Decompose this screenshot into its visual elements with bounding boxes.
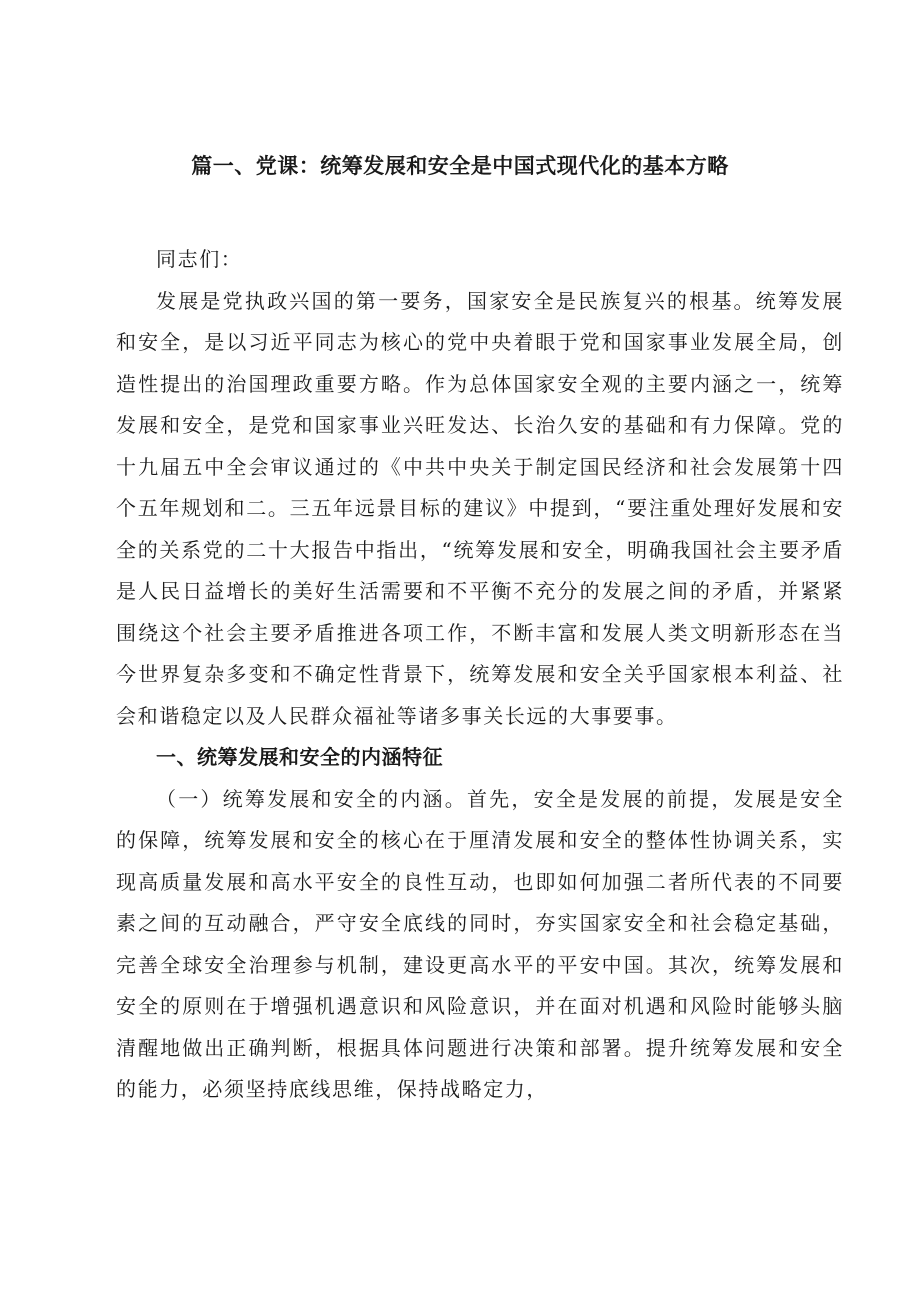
- document-title: 篇一、党课：统筹发展和安全是中国式现代化的基本方略: [191, 154, 729, 178]
- section-paragraph: （一）统筹发展和安全的内涵。首先，安全是发展的前提，发展是安全的保障，统筹发展和安全的核心在于厘清发展和安全的整体性协调关系，实现高质量发展和高水平安全的良性互动，也即如何加强二者所代表的不同要素之间的互动融合，严守安全底线的同时，夯实国家安全和社会稳定基础，完善全球安全治理参与机制，建设更高水平的平安中国。其次，统筹发展和安全的原则在于增强机遇意识和风险意识，并在面对机遇和风险时能够头脑清醒地做出正确判断，根据具体问题进行决策和部署。提升统筹发展和安全的能力，必须坚持底线思维，保持战略定力，: [116, 786, 844, 1101]
- section-heading: 一、统筹发展和安全的内涵特征: [156, 745, 443, 769]
- intro-paragraph: 发展是党执政兴国的第一要务，国家安全是民族复兴的根基。统筹发展和安全，是以习近平同志为核心的党中央着眼于党和国家事业发展全局，创造性提出的治国理政重要方略。作为总体国家安全观的主要内涵之一，统筹发展和安全，是党和国家事业兴旺发达、长治久安的基础和有力保障。党的十九届五中全会审议通过的《中共中央关于制定国民经济和社会发展第十四个五年规划和二。三五年远景目标的建议》中提到，“要注重处理好发展和安全的关系党的二十大报告中指出，“统筹发展和安全，明确我国社会主要矛盾是人民日益增长的美好生活需要和不平衡不充分的发展之间的矛盾，并紧紧围绕这个社会主要矛盾推进各项工作，不断丰富和发展人类文明新形态在当今世界复杂多变和不确定性背景下，统筹发展和安全关乎国家根本利益、社会和谐稳定以及人民群众福祉等诸多事关长远的大事要事。: [116, 288, 844, 728]
- document-body: [116, 239, 844, 1111]
- salutation: 同志们：: [156, 247, 243, 271]
